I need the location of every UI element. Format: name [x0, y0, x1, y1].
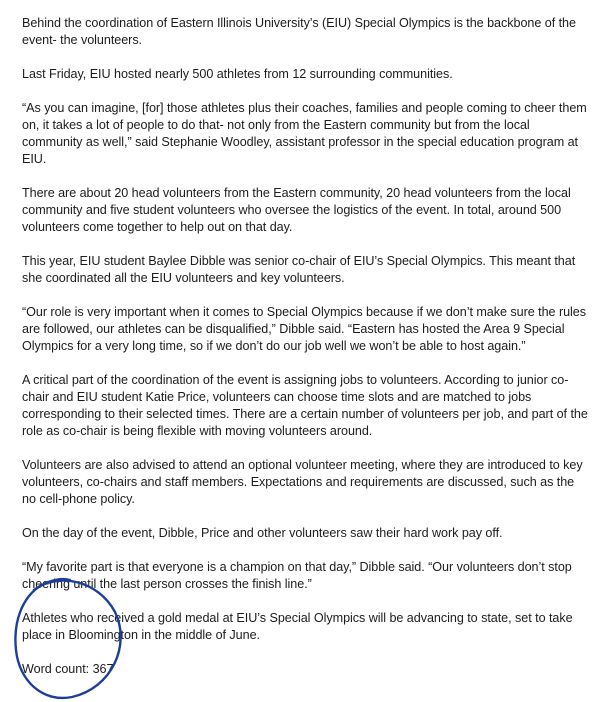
paragraph-3: “As you can imagine, [for] those athletes plus their coaches, families and people coming to cheer them on, it takes a lot of people to do that- not only from the Eastern community but from the local community as well,” said Stephanie Woodley, assistant professor in the special education program at EIU.: [22, 101, 587, 166]
paragraph-9: On the day of the event, Dibble, Price and other volunteers saw their hard work pay off.: [22, 526, 503, 540]
word-count: Word count: 367: [22, 662, 114, 676]
paragraph-8: Volunteers are also advised to attend an optional volunteer meeting, where they are introduced to key volunteers, co-chairs and staff members. Expectations and requirements are discussed, such as the no cell-phone policy.: [22, 458, 583, 506]
paragraph-2: Last Friday, EIU hosted nearly 500 athletes from 12 surrounding communities.: [22, 67, 453, 81]
paragraph-4: There are about 20 head volunteers from the Eastern community, 20 head volunteers from the local community and five student volunteers who oversee the logistics of the event. In total, around 500 volunteers come together to help out on that day.: [22, 186, 571, 234]
paragraph-5: This year, EIU student Baylee Dibble was senior co-chair of EIU’s Special Olympics. This meant that she coordinated all the EIU volunteers and key volunteers.: [22, 254, 576, 285]
paragraph-7: A critical part of the coordination of the event is assigning jobs to volunteers. According to junior co-chair and EIU student Katie Price, volunteers can choose time slots and are matched to jobs corresponding to their selected times. There are a certain number of volunteers per job, and part of the role as co-chair is being flexible with moving volunteers around.: [22, 373, 588, 438]
paragraph-10: “My favorite part is that everyone is a champion on that day,” Dibble said. “Our volunteers don’t stop cheering until the last person crosses the finish line.”: [22, 560, 572, 591]
paragraph-1: Behind the coordination of Eastern Illinois University’s (EIU) Special Olympics is the backbone of the event- the volunteers.: [22, 16, 576, 47]
paragraph-6: “Our role is very important when it comes to Special Olympics because if we don’t make sure the rules are followed, our athletes can be disqualified,” Dibble said. “Eastern has hosted the Area 9 Special Olympics for a very long time, so if we don’t do our job well we won’t be able to host again.”: [22, 305, 587, 353]
paragraph-11: Athletes who received a gold medal at EIU’s Special Olympics will be advancing to state, set to take place in Bloomington in the middle of June.: [22, 611, 573, 642]
article-body: [22, 15, 590, 695]
